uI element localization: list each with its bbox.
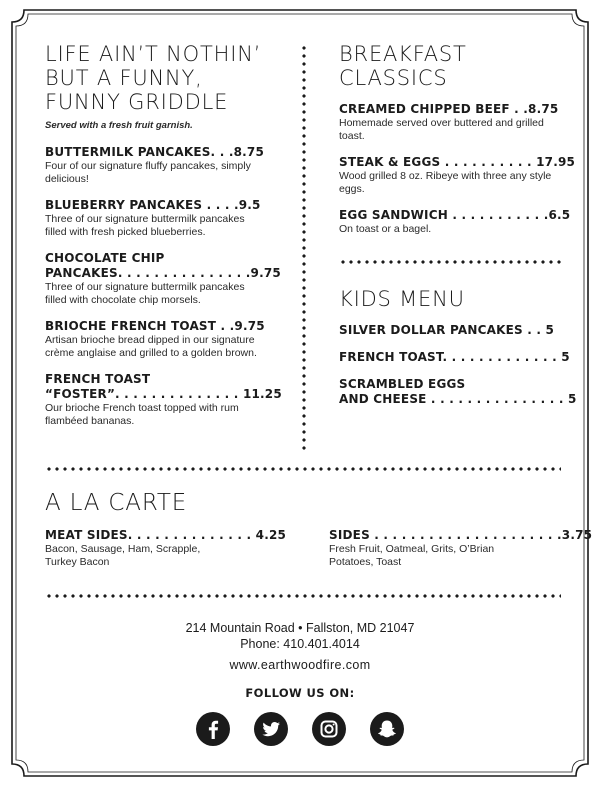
menu-item-description: Bacon, Sausage, Ham, Scrapple, Turkey Bacon	[45, 543, 201, 568]
menu-item-title: BLUEBERRY PANCAKES . . . .9.5	[45, 198, 261, 212]
menu-item	[339, 208, 571, 236]
menu-item-title-price: PANCAKES. . . . . . . . . . . . . . .9.75	[45, 266, 281, 280]
section-heading	[45, 42, 267, 114]
breakfast-classics-section	[339, 42, 576, 248]
menu-item-title: STEAK & EGGS . . . . . . . . . . 17.95	[339, 155, 576, 169]
horizontal-dotted-divider	[45, 594, 561, 598]
menu-item-description: Wood grilled 8 oz. Ribeye with three any style eggs.	[339, 170, 552, 195]
menu-item-description: Homemade served over buttered and grilled toast.	[339, 117, 544, 142]
menu-item-title: EGG SANDWICH . . . . . . . . . . .6.5	[339, 208, 571, 222]
menu-item-title: CHOCOLATE CHIP	[45, 251, 165, 265]
menu-item-description: Our brioche French toast topped with rum flambéed bananas.	[45, 402, 239, 427]
menu-item-title: CREAMED CHIPPED BEEF . .8.75	[339, 102, 559, 116]
snapchat-icon[interactable]	[370, 712, 404, 746]
menu-item	[45, 528, 287, 569]
section-heading	[339, 42, 561, 90]
horizontal-dotted-divider	[339, 260, 561, 264]
follow-us-label: FOLLOW US ON:	[245, 686, 355, 700]
menu-item	[339, 323, 561, 338]
menu-item	[45, 319, 267, 360]
tagline: Served with a fresh fruit garnish.	[45, 120, 193, 131]
website-link[interactable]: www.earthwoodfire.com	[229, 658, 371, 672]
phone-number: Phone: 410.401.4014	[240, 637, 360, 651]
menu-item-description: Three of our signature buttermilk pancakes filled with chocolate chip morsels.	[45, 281, 245, 306]
facebook-icon[interactable]	[196, 712, 230, 746]
menu-item-title: SIDES . . . . . . . . . . . . . . . . . . . . .3.75	[329, 528, 593, 542]
menu-item-title: SCRAMBLED EGGS	[339, 377, 466, 391]
menu-item-title: BRIOCHE FRENCH TOAST . .9.75	[45, 319, 265, 333]
menu-item	[339, 377, 577, 407]
social-links	[0, 712, 600, 746]
menu-item-description: Three of our signature buttermilk pancakes filled with fresh picked blueberries.	[45, 213, 245, 238]
menu-item-title-price: “FOSTER”. . . . . . . . . . . . . . 11.25	[45, 387, 282, 401]
menu-item-description: On toast or a bagel.	[339, 223, 432, 235]
vertical-dotted-divider	[302, 44, 306, 450]
menu-item-description: Fresh Fruit, Oatmeal, Grits, O’Brian Potatoes, Toast	[329, 543, 495, 568]
menu-item	[45, 251, 281, 307]
kids-menu-section	[339, 287, 577, 419]
menu-item	[339, 102, 561, 143]
menu-item	[45, 145, 267, 186]
menu-item	[329, 528, 593, 569]
instagram-icon[interactable]	[312, 712, 346, 746]
twitter-icon[interactable]	[254, 712, 288, 746]
heading-line: BUT A FUNNY,	[45, 66, 203, 90]
menu-item-title: SILVER DOLLAR PANCAKES . . 5	[339, 323, 555, 337]
menu-item	[45, 198, 267, 239]
menu-item-title: BUTTERMILK PANCAKES. . .8.75	[45, 145, 264, 159]
section-heading: A LA CARTE	[45, 490, 188, 516]
section-heading: KIDS MENU	[339, 287, 465, 311]
menu-item	[45, 372, 282, 428]
menu-item-description: Artisan brioche bread dipped in our signature crème anglaise and grilled to a golden brown.	[45, 334, 257, 359]
heading-line: CLASSICS	[339, 66, 448, 90]
heading-line: BREAKFAST	[339, 42, 467, 66]
breakfast-left-section	[45, 42, 282, 440]
menu-item-title: MEAT SIDES. . . . . . . . . . . . . . 4.25	[45, 528, 287, 542]
menu-item	[339, 155, 576, 196]
menu-item-title-price: AND CHEESE . . . . . . . . . . . . . . . 5	[339, 392, 577, 406]
heading-line: LIFE AIN’T NOTHIN’	[45, 42, 262, 66]
address: 214 Mountain Road • Fallston, MD 21047	[185, 621, 415, 635]
menu-item-title: FRENCH TOAST. . . . . . . . . . . . . 5	[339, 350, 570, 364]
heading-line: FUNNY GRIDDLE	[45, 90, 229, 114]
menu-item	[339, 350, 570, 365]
footer	[0, 620, 600, 700]
menu-item-description: Four of our signature fluffy pancakes, simply delicious!	[45, 160, 251, 185]
menu-item-title: FRENCH TOAST	[45, 372, 151, 386]
horizontal-dotted-divider	[45, 467, 561, 471]
